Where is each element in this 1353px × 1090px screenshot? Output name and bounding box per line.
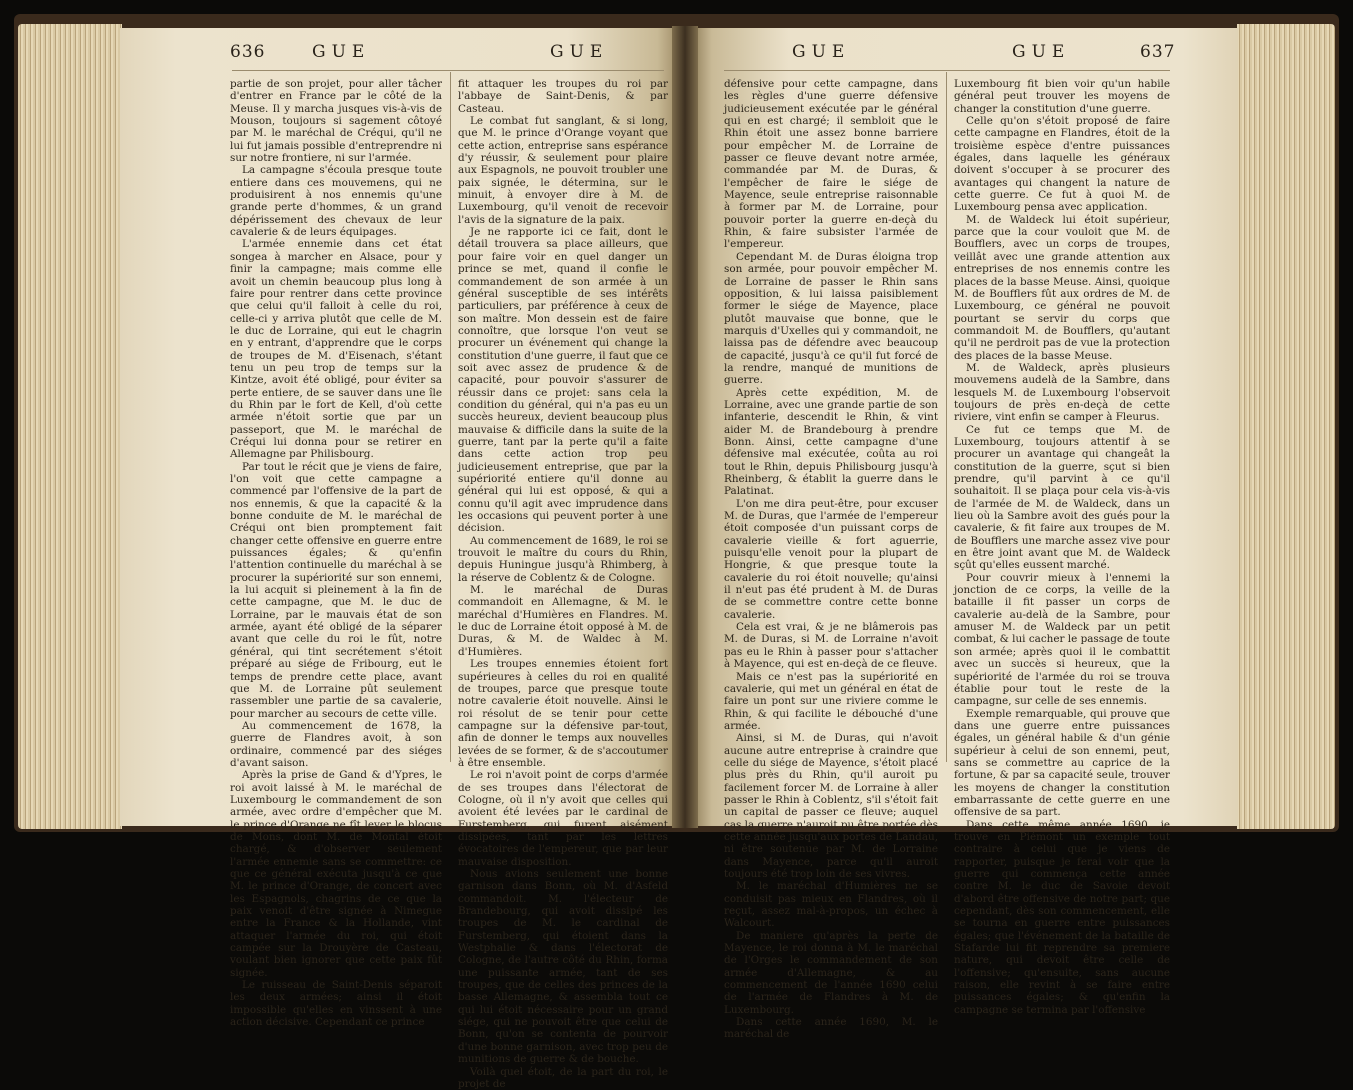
column-divider bbox=[450, 72, 451, 762]
paragraph: Dans cette même année 1690, je trouve en Piémont un exemple tout contraire à celui que je viens de rapporter, puisque je ferai voir que la guerre qui commença cette année contre M. le duc de Savoie devoit d'abord être offensive de notre part; que cependant, dès son commencement, elle se tourna en guerre entre puissances égales; que l'événement de la bataille de Stafarde lui fit reprendre sa premiere nature, qui devoit être celle de l'offensive; qu'ensuite, sans aucune raison, elle revint à se faire entre puissances égales; & qu'enfin la campagne se termina par l'offensive bbox=[954, 819, 1170, 1017]
right-page-header bbox=[722, 42, 1192, 68]
paragraph: Mais ce n'est pas la supériorité en cavalerie, qui met un général en état de faire un pont sur une riviere comme le Rhin, & qui facilite le débouché d'une armée. bbox=[724, 671, 938, 733]
paragraph: Après cette expédition, M. de Lorraine, avec une grande partie de son infanterie, descendit le Rhin, & vint aider M. de Brandebourg à prendre Bonn. Ainsi, cette campagne d'une défensive mal exécutée, coûta au roi tout le Rhin, depuis Philisbourg jusqu'à Rheinberg, & établit la guerre dans le Palatinat. bbox=[724, 387, 938, 498]
paragraph: Voilà quel étoit, de la part du roi, le projet de bbox=[458, 1066, 668, 1090]
running-headword: GUE bbox=[792, 42, 850, 62]
paragraph: M. de Waldeck, après plusieurs mouvemens audelà de la Sambre, dans lesquels M. de Luxembourg l'observoit toujours de près en-deçà de cette riviere, vint enfin se camper à Fleurus. bbox=[954, 362, 1170, 424]
paragraph: Nous avions seulement une bonne garnison dans Bonn, où M. d'Asfeld commandoit. M. l'électeur de Brandebourg, qui avoit dissipé les troupes de M. le cardinal de Furstemberg, qui étoient dans la Westphalie & dans l'électorat de Cologne, de l'autre côté du Rhin, forma une puissante armée, tant de ses troupes, que de celles des princes de la basse Allemagne, & assembla tout ce qui lui étoit nécessaire pour un grand siége, qui ne pouvoit être que celui de Bonn, qu'on se contenta de pourvoir d'une bonne garnison, avec trop peu de munitions de guerre & de bouche. bbox=[458, 868, 668, 1066]
paragraph: Exemple remarquable, qui prouve que dans une guerre entre puissances égales, un général habile & d'un génie supérieur à celui de son ennemi, peut, sans se commettre au caprice de la fortune, & par sa capacité seule, trouver les moyens de changer la constitution embarrassante de cette guerre en une offensive de sa part. bbox=[954, 708, 1170, 819]
page-number: 637 bbox=[1140, 42, 1175, 62]
running-headword: GUE bbox=[1012, 42, 1070, 62]
running-headword: GUE bbox=[312, 42, 370, 62]
paragraph: Le combat fut sanglant, & si long, que M. le prince d'Orange voyant que cette action, entreprise sans espérance d'y réussir, & seulement pour plaire aux Espagnols, ne pouvoit troubler une paix signée, le détermina, sur le minuit, à envoyer dire à M. de Luxembourg, qu'il venoit de recevoir l'avis de la signature de la paix. bbox=[458, 115, 668, 226]
paragraph: M. le maréchal de Duras commandoit en Allemagne, & M. le maréchal d'Humières en Flandres. M. le duc de Lorraine étoit opposé à M. de Duras, & M. de Waldec à M. d'Humières. bbox=[458, 584, 668, 658]
running-headword: GUE bbox=[550, 42, 608, 62]
page-edges-left bbox=[18, 24, 122, 829]
page-number: 636 bbox=[230, 42, 265, 62]
paragraph: Cependant M. de Duras éloigna trop son armée, pour pouvoir empêcher M. de Lorraine de passer le Rhin sans opposition, & lui laissa paisiblement former le siége de Mayence, place plutôt mauvaise que bonne, que le marquis d'Uxelles qui y commandoit, ne laissa pas de défendre avec beaucoup de capacité, jusqu'à ce qu'il fut forcé de la rendre, manqué de munitions de guerre. bbox=[724, 251, 938, 387]
left-page-column-2 bbox=[458, 78, 668, 778]
right-page-column-1 bbox=[724, 78, 938, 778]
paragraph: L'armée ennemie dans cet état songea à marcher en Alsace, pour y finir la campagne; mais comme elle avoit un chemin beaucoup plus long à faire pour rentrer dans cette province que celui qu'il falloit à celle du roi, celle-ci y arriva plutôt que celle de M. le duc de Lorraine, qui eut le chagrin en y entrant, d'apprendre que le corps de troupes de M. d'Eisenach, s'étant tenu un peu trop de temps sur la Kintze, avoit été obligé, pour éviter sa perte entiere, de se sauver dans une île du Rhin par le fort de Kell, d'où cette armée n'étoit sortie que par un passeport, que M. le maréchal de Créqui lui donna pour se retirer en Allemagne par Philisbourg. bbox=[230, 238, 442, 460]
left-page-column-1 bbox=[230, 78, 442, 778]
paragraph: Le ruisseau de Saint-Denis séparoit les deux armées; ainsi il étoit impossible qu'elles en vinssent à une action décisive. Cependant ce prince bbox=[230, 979, 442, 1028]
paragraph: Ainsi, si M. de Duras, qui n'avoit aucune autre entreprise à craindre que celle du siége de Mayence, s'étoit placé plus près du Rhin, qu'il auroit pu facilement forcer M. de Lorraine à aller passer le Rhin à Coblentz, s'il s'étoit fait un capital de passer ce fleuve; auquel cas la guerre n'auroit pu être portée dès cette année jusqu'aux portes de Landau, ni être soutenue par M. de Lorraine dans Mayence, parce qu'il auroit toujours été trop loin de ses vivres. bbox=[724, 732, 938, 880]
paragraph: Celle qu'on s'étoit proposé de faire cette campagne en Flandres, étoit de la troisième espèce d'entre puissances égales, dans laquelle les généraux doivent s'occuper à se procurer des avantages qui changent la nature de cette guerre. Ce fut à quoi M. de Luxembourg pensa avec application. bbox=[954, 115, 1170, 214]
header-rule bbox=[232, 70, 664, 71]
paragraph: Les troupes ennemies étoient fort supérieures à celles du roi en qualité de troupes, parce que presque toute notre cavalerie étoit nouvelle. Ainsi le roi résolut de se tenir pour cette campagne sur la défensive par-tout, afin de donner le temps aux nouvelles levées de se former, & de s'accoutumer à être ensemble. bbox=[458, 658, 668, 769]
paragraph: La campagne s'écoula presque toute entiere dans ces mouvemens, qui ne produisirent à nos ennemis qu'une grande perte d'hommes, & un grand dépérissement des chevaux de leur cavalerie & de leurs équipages. bbox=[230, 164, 442, 238]
paragraph: Dans cette année 1690, M. le maréchal de bbox=[724, 1016, 938, 1041]
paragraph: M. de Waldeck lui étoit supérieur, parce que la cour vouloit que M. de Boufflers, avec un corps de troupes, veillât avec une grande attention aux entreprises de nos ennemis contre les places de la basse Meuse. Ainsi, quoique M. de Boufflers fût aux ordres de M. de Luxembourg, ce général ne pouvoit pourtant se servir du corps que commandoit M. de Boufflers, qu'autant qu'il ne perdroit pas de vue la protection des places de la basse Meuse. bbox=[954, 214, 1170, 362]
paragraph: De maniere qu'après la perte de Mayence, le roi donna à M. le maréchal de l'Orges le commandement de son armée d'Allemagne, & au commencement de l'année 1690 celui de l'armée de Flandres à M. de Luxembourg. bbox=[724, 930, 938, 1016]
book-gutter bbox=[672, 26, 698, 828]
paragraph: Au commencement de 1689, le roi se trouvoit le maître du cours du Rhin, depuis Huningue jusqu'à Rhimberg, à la réserve de Coblentz & de Cologne. bbox=[458, 535, 668, 584]
right-page-column-2 bbox=[954, 78, 1170, 778]
paragraph: Ce fut ce temps que M. de Luxembourg, toujours attentif à se procurer un avantage qui changeât la constitution de la guerre, sçut si bien prendre, qu'il parvint à ce qu'il souhaitoit. Il se plaça pour cela vis-à-vis de l'armée de M. de Waldeck, dans un lieu où la Sambre avoit des gués pour la cavalerie, & fit faire aux troupes de M. de Boufflers une marche assez vive pour en être joint avant que M. de Waldeck sçût qu'elles eussent marché. bbox=[954, 424, 1170, 572]
header-rule bbox=[724, 70, 1170, 71]
paragraph: Après la prise de Gand & d'Ypres, le roi avoit laissé à M. le maréchal de Luxembourg le commandement de son armée, avec ordre d'empêcher que M. le prince d'Orange ne fît lever le blocus de Mons, dont M. de Montal étoit chargé, & d'observer seulement l'armée ennemie sans se commettre: ce que ce général exécuta jusqu'à ce que M. le prince d'Orange, de concert avec les Espagnols, chagrins de ce que la paix venoit d'être signée à Nimegue entre la France & la Hollande, vint attaquer l'armée du roi, qui étoit campée sur la Drouyère de Casteau, voulant bien ignorer que cette paix fût signée. bbox=[230, 769, 442, 979]
page-edges-right bbox=[1237, 24, 1335, 829]
paragraph: défensive pour cette campagne, dans les règles d'une guerre défensive judicieusement exécutée par le général qui en est chargé; il sembloit que le Rhin étoit une assez bonne barriere pour empêcher M. de Lorraine de passer ce fleuve devant notre armée, commandée par M. de Duras, & l'empêcher de faire le siége de Mayence, seule entreprise raisonnable à former par M. de Lorraine, pour pouvoir porter la guerre en-deçà du Rhin, & faire subsister l'armée de l'empereur. bbox=[724, 78, 938, 251]
paragraph: Cela est vrai, & je ne blâmerois pas M. de Duras, si M. de Lorraine n'avoit pas eu le Rhin à passer pour s'attacher à Mayence, qui est en-deçà de ce fleuve. bbox=[724, 621, 938, 670]
paragraph: Par tout le récit que je viens de faire, l'on voit que cette campagne a commencé par l'offensive de la part de nos ennemis, & que la capacité & la bonne conduite de M. le maréchal de Créqui ont bien promptement fait changer cette offensive en guerre entre puissances égales; & qu'enfin l'attention continuelle du maréchal à se procurer la supériorité sur son ennemi, la lui acquit si pleinement à la fin de cette campagne, que M. le duc de Lorraine, par le mauvais état de son armée, ayant été obligé de la séparer avant que celle du roi le fût, notre général, qui tint secrétement s'étoit préparé au siége de Fribourg, eut le temps de prendre cette place, avant que M. de Lorraine pût seulement rassembler une partie de sa cavalerie, pour marcher au secours de cette ville. bbox=[230, 461, 442, 720]
paragraph: M. le maréchal d'Humières ne se conduisit pas mieux en Flandres, où il reçut, assez mal-à-propos, un échec à Walcourt. bbox=[724, 880, 938, 929]
paragraph: Au commencement de 1678, la guerre de Flandres avoit, à son ordinaire, commencé par des siéges d'avant saison. bbox=[230, 720, 442, 769]
paragraph: partie de son projet, pour aller tâcher d'entrer en France par le côté de la Meuse. Il y marcha jusques vis-à-vis de Mouson, toujours si sagement côtoyé par M. le maréchal de Créqui, qu'il ne lui fut jamais possible d'entreprendre ni sur notre frontiere, ni sur l'armée. bbox=[230, 78, 442, 164]
paragraph: Pour couvrir mieux à l'ennemi la jonction de ce corps, la veille de la bataille il fit passer un corps de cavalerie au-delà de la Sambre, pour amuser M. de Waldeck par un petit combat, & lui cacher le passage de toute son armée; après quoi il le combattit avec un succès si heureux, que la supériorité de l'armée du roi se trouva établie pour tout le reste de la campagne, sur celle de ses ennemis. bbox=[954, 572, 1170, 708]
left-page-header bbox=[230, 42, 670, 68]
paragraph: Le roi n'avoit point de corps d'armée de ses troupes dans l'électorat de Cologne, où il n'y avoit que celles qui avoient été levées par le cardinal de Furstemberg, qui furent aisément dissipées, tant par les lettres évocatoires de l'empereur, que par leur mauvaise disposition. bbox=[458, 769, 668, 868]
paragraph: Luxembourg fit bien voir qu'un habile général peut trouver les moyens de changer la constitution d'une guerre. bbox=[954, 78, 1170, 115]
paragraph: L'on me dira peut-être, pour excuser M. de Duras, que l'armée de l'empereur étoit composée d'un puissant corps de cavalerie vieille & fort aguerrie, puisqu'elle venoit pour la plupart de Hongrie, & que presque toute la cavalerie du roi étoit nouvelle; qu'ainsi il n'eut pas été prudent à M. de Duras de se commettre contre cette bonne cavalerie. bbox=[724, 498, 938, 621]
paragraph: fit attaquer les troupes du roi par l'abbaye de Saint-Denis, & par Casteau. bbox=[458, 78, 668, 115]
column-divider bbox=[946, 72, 947, 762]
paragraph: Je ne rapporte ici ce fait, dont le détail trouvera sa place ailleurs, que pour faire voir en quel danger un prince se met, quand il confie le commandement de son armée à un général susceptible de ses intérêts particuliers, par préférence à ceux de son maître. Mon dessein est de faire connoître, que lorsque l'on veut se procurer un événement qui change la constitution d'une guerre, il faut que ce soit avec assez de prudence & de capacité, pour pouvoir s'assurer de réussir dans ce projet: sans cela la condition du général, qui n'a pas eu un succès heureux, devient beaucoup plus mauvaise & difficile dans la suite de la guerre, tant par la perte qu'il a faite dans cette action trop peu judicieusement entreprise, que par la supériorité entiere qu'il donne au général qui lui est opposé, & qui a connu qu'il agit avec imprudence dans les occasions qui peuvent porter à une décision. bbox=[458, 226, 668, 535]
